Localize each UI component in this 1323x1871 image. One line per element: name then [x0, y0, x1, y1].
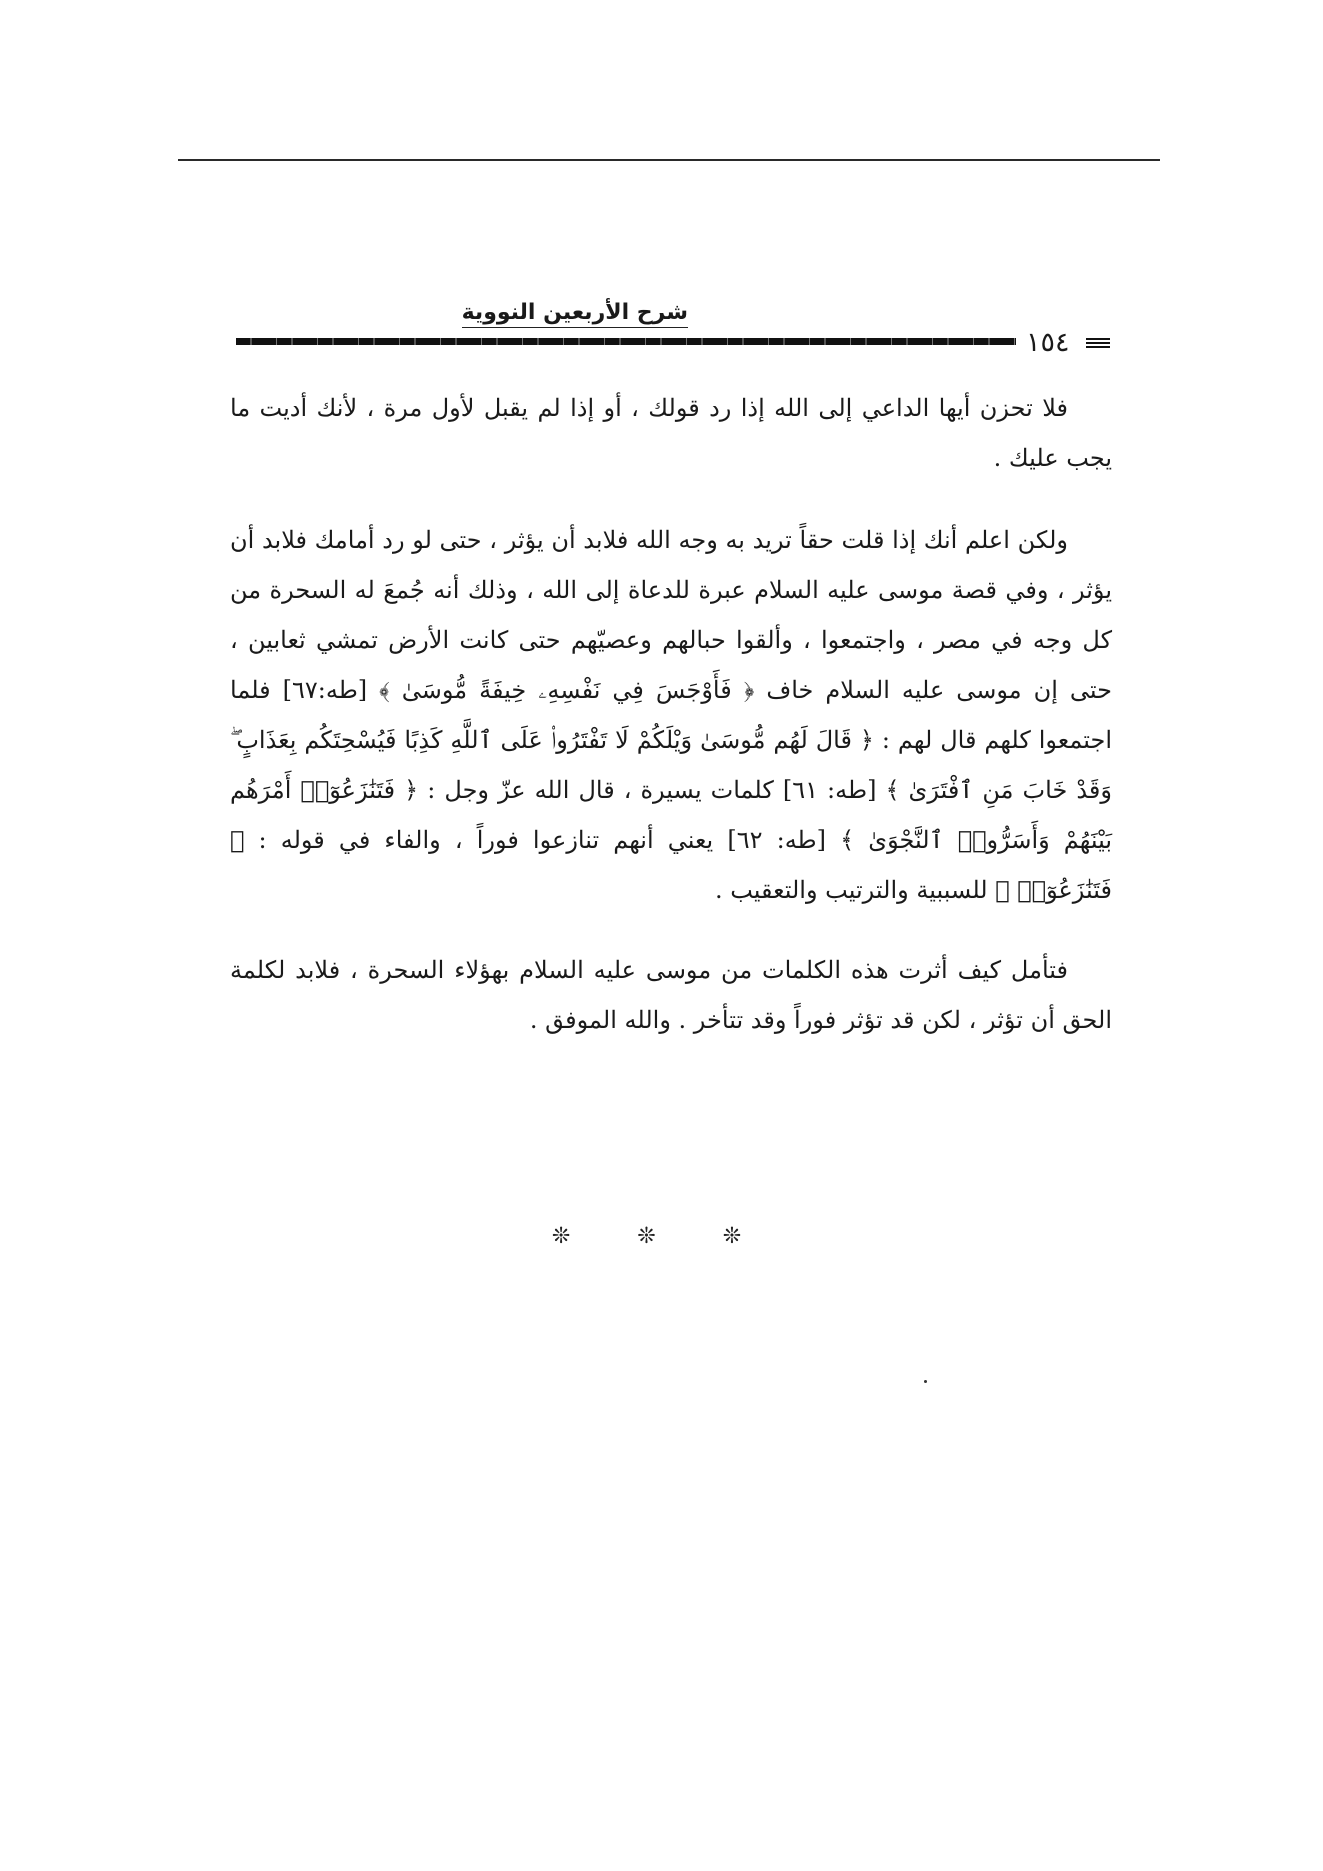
scan-artifact-dot [924, 1380, 927, 1383]
running-header [236, 298, 1108, 358]
header-rule [236, 338, 1016, 345]
top-rule [178, 159, 1160, 161]
running-title: شرح الأربعين النووية [462, 300, 688, 328]
body-text [230, 383, 1112, 1077]
page-number-ornament [1086, 336, 1110, 348]
paragraph-1: فلا تحزن أيها الداعي إلى الله إذا رد قولك ، أو إذا لم يقبل لأول مرة ، لأنك أديت ما يجب عليك . [230, 394, 1112, 472]
paragraph-2: ولكن اعلم أنك إذا قلت حقاً تريد به وجه الله فلابد أن يؤثر ، حتى لو رد أمامك فلابد أن يؤثر ، وفي قصة موسى عليه السلام عبرة للدعاة إلى الله ، وذلك أنه جُمعَ له السحرة من كل وجه في مصر ، واجتمعوا ، وألقوا حبالهم وعصيّهم حتى كانت الأرض تمشي ثعابين ، حتى إن موسى عليه السلام خاف ﴿ فَأَوْجَسَ فِي نَفْسِهِۦ خِيفَةً مُّوسَىٰ ﴾ [طه:٦٧] فلما اجتمعوا كلهم قال لهم : ﴿ قَالَ لَهُم مُّوسَىٰ وَيْلَكُمْ لَا تَفْتَرُوا۟ عَلَى ٱللَّهِ كَذِبًا فَيُسْحِتَكُم بِعَذَابٍ ۖ وَقَدْ خَابَ مَنِ ٱفْتَرَىٰ ﴾ [طه: ٦١] كلمات يسيرة ، قال الله عزّ وجل : ﴿ فَتَنَٰزَعُوٓا۟ أَمْرَهُم بَيْنَهُمْ وَأَسَرُّوا۟ ٱلنَّجْوَىٰ ﴾ [طه: ٦٢] يعني أنهم تنازعوا فوراً ، والفاء في قوله : ﴿ فَتَنَٰزَعُوٓا۟ ﴾ للسببية والترتيب والتعقيب . [230, 526, 1113, 904]
page-number: ١٥٤ [1026, 327, 1070, 358]
section-separator: ❊ ❊ ❊ [551, 1224, 772, 1249]
paragraph-3: فتأمل كيف أثرت هذه الكلمات من موسى عليه السلام بهؤلاء السحرة ، فلابد لكلمة الحق أن تؤثر ، لكن قد تؤثر فوراً وقد تتأخر . والله الموفق . [230, 956, 1112, 1034]
